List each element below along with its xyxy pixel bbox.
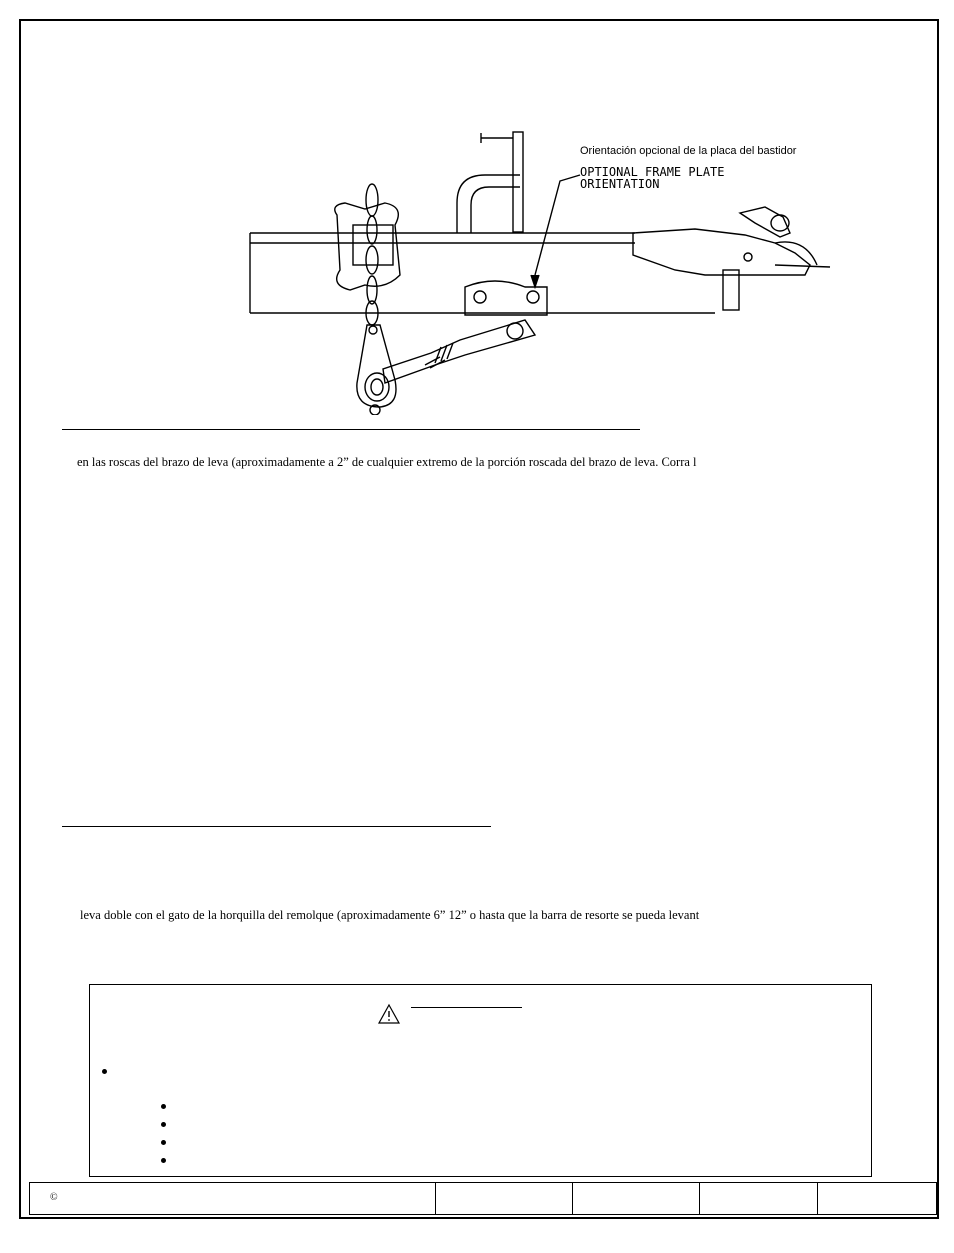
paragraph-1-text: en las roscas del brazo de leva (aproximadamente a 2” de cualquier extremo de la porción roscada del brazo de leva. Corra l <box>77 455 697 469</box>
warning-sub-bullet <box>161 1140 166 1145</box>
hitch-assembly-figure <box>235 125 835 415</box>
footer-cell-5 <box>818 1183 935 1214</box>
paragraph-2-text: leva doble con el gato de la horquilla del remolque (aproximadamente 6” 12” o hasta que la barra de resorte se pueda levant <box>80 908 700 922</box>
callout-english-line2: ORIENTATION <box>580 177 660 191</box>
footer-cell-2 <box>436 1183 573 1214</box>
footer-table <box>29 1182 937 1215</box>
warning-sub-bullet <box>161 1122 166 1127</box>
cam-arm <box>357 325 396 415</box>
footer-cell-copyright <box>30 1183 436 1214</box>
threaded-link <box>383 320 535 383</box>
copyright-symbol: © <box>50 1192 58 1203</box>
warning-sub-bullet <box>161 1158 166 1163</box>
c-clamp <box>457 132 523 233</box>
warning-box <box>89 984 872 1177</box>
warning-bullet <box>102 1069 107 1074</box>
warning-sub-bullet <box>161 1104 166 1109</box>
section-rule-1 <box>62 429 640 430</box>
frame-rail <box>250 233 715 313</box>
callout-english-line1: OPTIONAL FRAME PLATE <box>580 165 725 179</box>
snap-up-bracket <box>335 184 400 325</box>
footer-cell-3 <box>573 1183 700 1214</box>
coupler <box>633 207 830 310</box>
warning-title-underline <box>411 1007 522 1008</box>
callout-arrow <box>531 175 580 287</box>
section-rule-2 <box>62 826 491 827</box>
warning-triangle-icon <box>377 1003 401 1025</box>
callout-spanish: Orientación opcional de la placa del bastidor <box>580 145 797 157</box>
frame-plate <box>465 281 547 339</box>
footer-cell-4 <box>700 1183 818 1214</box>
